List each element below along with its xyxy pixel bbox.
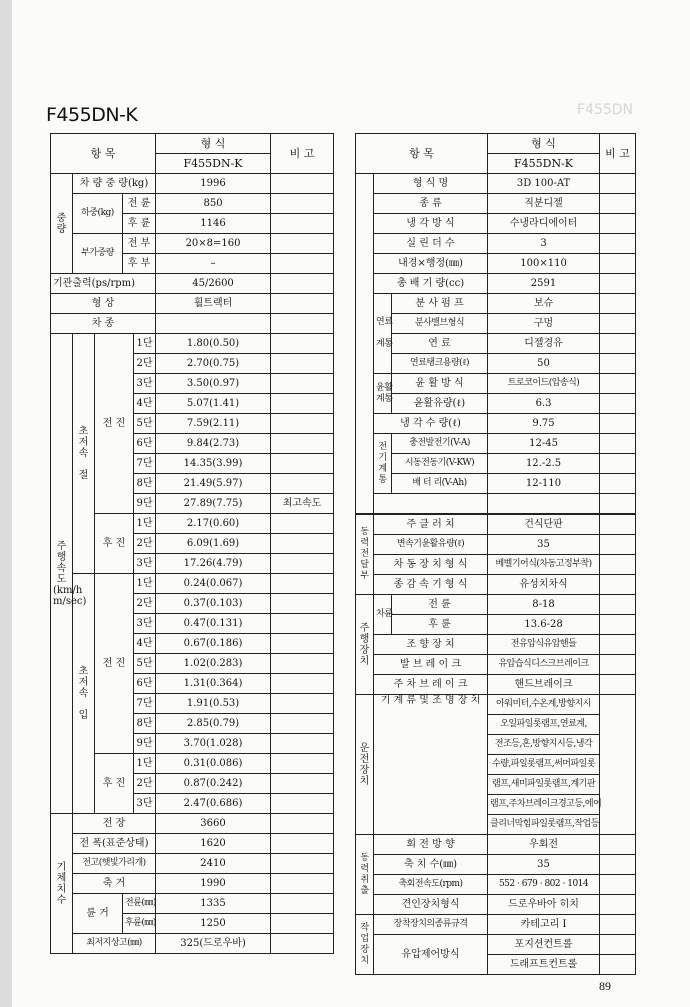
- gear-label: 3단: [134, 614, 156, 634]
- tread-front-label: 전륜(㎜): [123, 894, 156, 914]
- vehicle-weight-value: 1996: [156, 174, 271, 194]
- max-speed-note: 최고속도: [271, 494, 334, 514]
- gear-label: 4단: [134, 394, 156, 414]
- gauge-line: 수량,파일롯램프,써머파일롯: [488, 755, 600, 775]
- attach-front-value: 20×8=160: [156, 234, 271, 254]
- coolant-label: 냉 각 수 량(ℓ): [374, 414, 488, 434]
- header-item: 항 목: [356, 134, 488, 174]
- gear-speed: 21.49(5.97): [156, 474, 271, 494]
- page-title: F455DN-K: [46, 104, 138, 126]
- gear-speed: 3.70(1.028): [156, 734, 271, 754]
- wheelbase-label: 축 거: [73, 874, 156, 894]
- gear-speed: 9.84(2.73): [156, 434, 271, 454]
- gear-speed: 1.80(0.50): [156, 334, 271, 354]
- gear-label: 7단: [134, 454, 156, 474]
- attach-rear-value: –: [156, 254, 271, 274]
- engine-output-label: 기관출력(ps/rpm): [51, 274, 156, 294]
- height-value: 2410: [156, 854, 271, 874]
- transmission-oil-value: 35: [488, 535, 600, 555]
- cooling-value: 수냉라디에이터: [488, 214, 600, 234]
- tow-label: 견인장치형식: [374, 895, 488, 915]
- gear-speed: 17.26(4.79): [156, 554, 271, 574]
- attach-weight-label: 부가중량: [73, 234, 123, 274]
- forward-label-1: 전 진: [95, 334, 134, 514]
- battery-value: 12-110: [488, 474, 600, 494]
- length-label: 전 장: [73, 814, 156, 834]
- attach-front-label: 전 부: [123, 234, 156, 254]
- weight-group: 중 량: [51, 174, 73, 274]
- generator-value: 12-45: [488, 434, 600, 454]
- fuel-kind-value: 디젤경유: [488, 334, 600, 354]
- differential-value: 베벨기어식(차동고정부착): [488, 555, 600, 575]
- rear-wheel-value: 1146: [156, 214, 271, 234]
- power-transmission-group: 동 력 전 달 부: [356, 514, 374, 595]
- displacement-label: 총 배 기 량(cc): [374, 274, 488, 294]
- gauge-line: 클리너막힘파일롯램프,작업등: [488, 815, 600, 835]
- tow-value: 드로우바아 히치: [488, 895, 600, 915]
- steering-label: 조 향 장 치: [374, 635, 488, 655]
- tread-front-value: 1335: [156, 894, 271, 914]
- gear-label: 1단: [134, 514, 156, 534]
- length-value: 3660: [156, 814, 271, 834]
- gear-speed: 0.24(0.067): [156, 574, 271, 594]
- gear-speed: 1.31(0.364): [156, 674, 271, 694]
- gear-label: 3단: [134, 374, 156, 394]
- tread-rear-value: 1250: [156, 914, 271, 934]
- displacement-value: 2591: [488, 274, 600, 294]
- blank-row: [374, 494, 488, 515]
- engine-model-value: 3D 100-AT: [488, 174, 600, 194]
- parking-brake-value: 핸드브레이크: [488, 675, 600, 695]
- starter-label: 시동전동기(V-KW): [392, 454, 488, 474]
- gear-label: 4단: [134, 634, 156, 654]
- shape-value: 휠트랙터: [156, 294, 271, 314]
- shaft-size-value: 35: [488, 855, 600, 875]
- shaft-size-label: 축 치 수(㎜): [374, 855, 488, 875]
- gear-label: 6단: [134, 434, 156, 454]
- width-value: 1620: [156, 834, 271, 854]
- header-note: 비 고: [600, 134, 636, 174]
- front-tire-label: 전 륜: [392, 595, 488, 615]
- final-drive-value: 유성치차식: [488, 575, 600, 595]
- ground-clearance-value: 325(드로우바): [156, 934, 271, 954]
- super-low-cut: 초 저 속 절: [73, 334, 95, 574]
- gauge-line: 램프,새미파일롯램프,계기판: [488, 775, 600, 795]
- differential-label: 차 동 장 치 형 식: [374, 555, 488, 575]
- gear-speed: 0.37(0.103): [156, 594, 271, 614]
- gear-speed: 27.89(7.75): [156, 494, 271, 514]
- reverse-label-2: 후 진: [95, 754, 134, 814]
- load-label: 하중(kg): [73, 194, 123, 234]
- rear-tire-value: 13.6-28: [488, 615, 600, 635]
- gear-label: 1단: [134, 754, 156, 774]
- speed-group: 주 행 속 도 (km/h m/sec): [51, 334, 73, 814]
- cylinders-value: 3: [488, 234, 600, 254]
- cylinders-label: 실 린 더 수: [374, 234, 488, 254]
- gear-label: 8단: [134, 714, 156, 734]
- operation-group: 운 전 장 치: [356, 695, 374, 835]
- gear-speed: 5.07(1.41): [156, 394, 271, 414]
- hitch-value: 카테고리 Ⅰ: [488, 915, 600, 935]
- gear-label: 3단: [134, 794, 156, 814]
- gear-speed: 14.35(3.99): [156, 454, 271, 474]
- battery-label: 배 터 리(V-Ah): [392, 474, 488, 494]
- steering-value: 전유압식유압핸들: [488, 635, 600, 655]
- gear-label: 6단: [134, 674, 156, 694]
- gear-label: 3단: [134, 554, 156, 574]
- lube-qty-label: 윤활유량(ℓ): [392, 394, 488, 414]
- pto-speed-label: 축회전속도(rpm): [374, 875, 488, 895]
- header-item: 항 목: [51, 134, 156, 174]
- front-wheel-label: 전 륜: [123, 194, 156, 214]
- gear-label: 8단: [134, 474, 156, 494]
- coolant-value: 9.75: [488, 414, 600, 434]
- gear-speed: 2.85(0.79): [156, 714, 271, 734]
- draft-control: 드래프트컨트롤: [488, 955, 600, 975]
- type-label: 차 종: [51, 314, 156, 334]
- engine-group-blank: [356, 174, 374, 515]
- kind-label: 종 류: [374, 194, 488, 214]
- gear-label: 9단: [134, 494, 156, 514]
- nozzle-label: 분사밸브형식: [392, 314, 488, 334]
- dimensions-group: 기 체 치 수: [51, 814, 73, 954]
- gear-speed: 2.17(0.60): [156, 514, 271, 534]
- nozzle-value: 구멍: [488, 314, 600, 334]
- engine-output-value: 45/2600: [156, 274, 271, 294]
- pump-label: 분 사 펌 프: [392, 294, 488, 314]
- tread-label: 륜 거: [73, 894, 123, 934]
- gear-speed: 2.70(0.75): [156, 354, 271, 374]
- gear-speed: 1.91(0.53): [156, 694, 271, 714]
- parking-brake-label: 주 차 브 레 이 크: [374, 675, 488, 695]
- header-model: F455DN-K: [156, 154, 271, 174]
- gear-speed: 1.02(0.283): [156, 654, 271, 674]
- hitch-label: 장착장치의종류규격: [374, 915, 488, 935]
- width-label: 전 폭(표준상태): [73, 834, 156, 854]
- tread-rear-label: 후륜(㎜): [123, 914, 156, 934]
- tank-label: 연료탱크용량(ℓ): [392, 354, 488, 374]
- brake-label: 발 브 레 이 크: [374, 655, 488, 675]
- gear-label: 1단: [134, 574, 156, 594]
- gear-speed: 7.59(2.11): [156, 414, 271, 434]
- lube-method-value: 트로코이드(압송식): [488, 374, 600, 394]
- gear-label: 2단: [134, 534, 156, 554]
- gauge-line: 오일파일롯램프,연료계,: [488, 715, 600, 735]
- type-value: [156, 314, 271, 334]
- gear-speed: 2.47(0.686): [156, 794, 271, 814]
- transmission-oil-label: 변속기윤활유량(ℓ): [374, 535, 488, 555]
- lube-system-group: 윤활 계통: [374, 374, 392, 414]
- pto-speed-value: 552 · 679 · 802 · 1014: [488, 875, 600, 895]
- gear-speed: 6.09(1.69): [156, 534, 271, 554]
- front-wheel-value: 850: [156, 194, 271, 214]
- gear-label: 9단: [134, 734, 156, 754]
- rotation-value: 우회전: [488, 835, 600, 855]
- gear-speed: 3.50(0.97): [156, 374, 271, 394]
- kind-value: 직분디젤: [488, 194, 600, 214]
- attach-rear-label: 후 부: [123, 254, 156, 274]
- header-form: 형 식: [156, 134, 271, 154]
- header-model: F455DN-K: [488, 154, 600, 174]
- wheel-label: 차륜: [374, 595, 392, 635]
- gauge-line: 램프,주차브레이크경고등,에어: [488, 795, 600, 815]
- gauge-line: 아워미터,수온계,방향지시: [488, 695, 600, 715]
- running-gear-group: 주 행 장 치: [356, 595, 374, 695]
- bore-stroke-label: 내경×행정(㎜): [374, 254, 488, 274]
- ground-clearance-label: 최저지상고(㎜): [73, 934, 156, 954]
- gear-label: 2단: [134, 354, 156, 374]
- lube-method-label: 윤 활 방 식: [392, 374, 488, 394]
- vehicle-weight-label: 차 량 중 량(kg): [73, 174, 156, 194]
- fuel-kind-label: 연 료: [392, 334, 488, 354]
- gear-label: 5단: [134, 654, 156, 674]
- left-spec-table: [50, 133, 334, 954]
- shape-label: 형 상: [51, 294, 156, 314]
- gear-label: 2단: [134, 774, 156, 794]
- gear-speed: 0.31(0.086): [156, 754, 271, 774]
- gear-label: 2단: [134, 594, 156, 614]
- gear-speed: 0.47(0.131): [156, 614, 271, 634]
- super-low-in: 초 저 속 입: [73, 574, 95, 814]
- page-number: 89: [599, 979, 611, 993]
- bore-stroke-value: 100×110: [488, 254, 600, 274]
- gear-label: 7단: [134, 694, 156, 714]
- reverse-label-1: 후 진: [95, 514, 134, 574]
- fuel-system-group: 연료 계통: [374, 294, 392, 374]
- height-label: 전고(햇빛가리개): [73, 854, 156, 874]
- implement-group: 작업 장치: [356, 915, 374, 975]
- tank-value: 50: [488, 354, 600, 374]
- gauge-lighting-label: 기 계 류 및 조 명 장 치: [374, 695, 488, 835]
- generator-label: 충전발전기(V-A): [392, 434, 488, 454]
- gear-label: 1단: [134, 334, 156, 354]
- starter-value: 12.-2.5: [488, 454, 600, 474]
- gauge-line: 전조등,혼,방향지시등,냉각: [488, 735, 600, 755]
- electric-group: 전기 계통: [374, 434, 392, 494]
- pump-value: 보슈: [488, 294, 600, 314]
- header-note: 비 고: [271, 134, 334, 174]
- cooling-label: 냉 각 방 식: [374, 214, 488, 234]
- forward-label-2: 전 진: [95, 574, 134, 754]
- wheelbase-value: 1990: [156, 874, 271, 894]
- clutch-value: 건식단판: [488, 514, 600, 535]
- brake-value: 유압습식디스크브레이크: [488, 655, 600, 675]
- engine-model-label: 형 식 명: [374, 174, 488, 194]
- final-drive-label: 종 감 속 기 형 식: [374, 575, 488, 595]
- gear-speed: 0.87(0.242): [156, 774, 271, 794]
- front-tire-value: 8-18: [488, 595, 600, 615]
- gear-speed: 0.67(0.186): [156, 634, 271, 654]
- pto-group: 동 력 취 출: [356, 835, 374, 915]
- header-form: 형 식: [488, 134, 600, 154]
- rear-tire-label: 후 륜: [392, 615, 488, 635]
- right-spec-table: [355, 133, 636, 975]
- gear-label: 5단: [134, 414, 156, 434]
- clutch-label: 주 클 러 치: [374, 514, 488, 535]
- bleed-through-text: F455DN: [577, 102, 634, 118]
- lube-qty-value: 6.3: [488, 394, 600, 414]
- rotation-label: 회 전 방 향: [374, 835, 488, 855]
- position-control: 포지션컨트롤: [488, 935, 600, 955]
- rear-wheel-label: 후 륜: [123, 214, 156, 234]
- hydraulic-control-label: 유압제어방식: [374, 935, 488, 975]
